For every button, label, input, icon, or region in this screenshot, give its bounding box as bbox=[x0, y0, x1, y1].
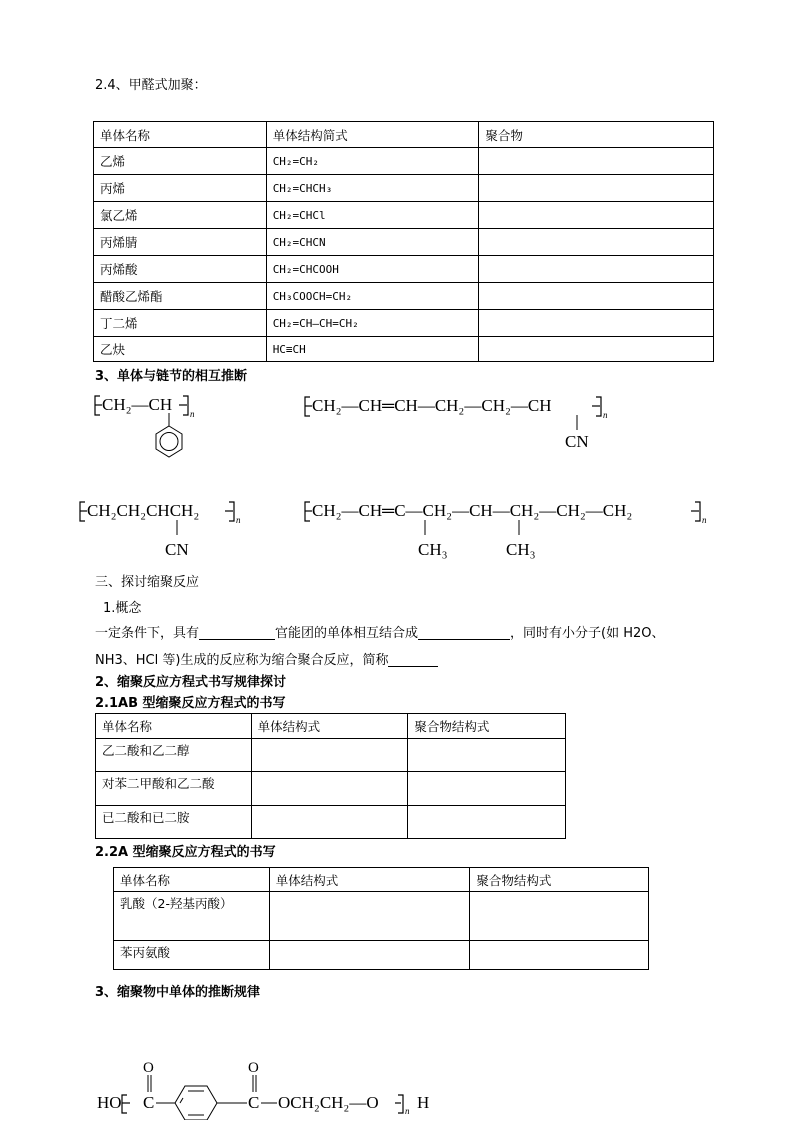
monomer-formula: CH₂=CH—CH=CH₂ bbox=[266, 310, 479, 337]
header-monomer-structure: 单体结构式 bbox=[251, 714, 408, 739]
table-row bbox=[96, 806, 566, 839]
a-condensation-table bbox=[113, 867, 649, 970]
methyl-text-1: CH₃ bbox=[418, 540, 448, 559]
polymer-cell bbox=[479, 202, 714, 229]
monomer-name: 乳酸（2-羟基丙酸） bbox=[114, 892, 270, 941]
header-polymer-structure: 聚合物结构式 bbox=[470, 868, 649, 892]
methyl-text-2: CH₃ bbox=[506, 540, 536, 559]
subscript-n: n bbox=[702, 515, 707, 525]
table-header-row bbox=[114, 868, 649, 892]
table-row bbox=[94, 310, 714, 337]
polymer-cell bbox=[479, 175, 714, 202]
right-bracket bbox=[398, 1095, 403, 1113]
ho-text: HO bbox=[97, 1093, 122, 1112]
polymer-cell bbox=[479, 310, 714, 337]
polymer-structure-cell bbox=[408, 772, 566, 806]
concept-text-b: 官能团的单体相互结合成 bbox=[275, 626, 419, 641]
repeat-unit-text: CH₂CH₂CHCH₂ bbox=[87, 501, 200, 520]
monomer-name: 丁二烯 bbox=[94, 310, 267, 337]
carbon-2: C bbox=[248, 1093, 260, 1112]
monomer-name: 丙烯酸 bbox=[94, 256, 267, 283]
monomer-name: 丙烯 bbox=[94, 175, 267, 202]
monomer-name: 乙炔 bbox=[94, 337, 267, 362]
glycol-text: OCH₂CH₂—O bbox=[278, 1093, 379, 1112]
carbonyl-o-1: O bbox=[143, 1060, 154, 1076]
monomer-structure-cell bbox=[269, 892, 470, 941]
polystyrene-structure bbox=[90, 388, 210, 468]
substituent-text: CN bbox=[165, 540, 189, 559]
monomer-formula: CH₂=CHCH₃ bbox=[266, 175, 479, 202]
header-monomer-formula: 单体结构简式 bbox=[266, 122, 479, 148]
concept-text-d: NH3、HCl 等)生成的反应称为缩合聚合反应，简称 bbox=[95, 653, 389, 668]
monomer-structure-cell bbox=[251, 772, 408, 806]
benzene-ring-icon bbox=[175, 1086, 217, 1120]
polymer-cell bbox=[479, 283, 714, 310]
header-monomer-structure: 单体结构式 bbox=[269, 868, 470, 892]
ab-condensation-table bbox=[95, 713, 566, 839]
polymer-cell bbox=[479, 148, 714, 175]
header-monomer-name: 单体名称 bbox=[96, 714, 252, 739]
monomer-formula: CH₃COOCH=CH₂ bbox=[266, 283, 479, 310]
monomer-name: 氯乙烯 bbox=[94, 202, 267, 229]
carbon-1: C bbox=[143, 1093, 155, 1112]
monomer-name: 丙烯腈 bbox=[94, 229, 267, 256]
nitrile-polymer-structure bbox=[300, 390, 620, 460]
polymer-cell bbox=[479, 229, 714, 256]
substituent-text: CN bbox=[565, 432, 589, 451]
concept-text-a: 一定条件下，具有 bbox=[95, 626, 200, 641]
subscript-n: n bbox=[190, 409, 195, 419]
table-row bbox=[114, 941, 649, 970]
header-monomer-name: 单体名称 bbox=[94, 122, 267, 148]
polymer-structure-cell bbox=[470, 941, 649, 970]
polymer-structure-cell bbox=[470, 892, 649, 941]
repeat-unit-text: CH₂—CH═C—CH₂—CH—CH₂—CH₂—CH₂ bbox=[312, 501, 633, 520]
monomer-structure-cell bbox=[269, 941, 470, 970]
h-text: H bbox=[417, 1093, 430, 1112]
blank-field-3[interactable] bbox=[388, 652, 438, 667]
header-monomer-name: 单体名称 bbox=[114, 868, 270, 892]
blank-field-1[interactable] bbox=[199, 625, 275, 640]
polymer-structure-cell bbox=[408, 806, 566, 839]
left-bracket bbox=[122, 1095, 127, 1113]
monomer-formula: HC≡CH bbox=[266, 337, 479, 362]
polyester-structure bbox=[95, 1050, 445, 1120]
polymer-cell bbox=[479, 337, 714, 362]
subscript-n: n bbox=[405, 1106, 410, 1116]
monomer-name: 对苯二甲酸和乙二酸 bbox=[96, 772, 252, 806]
subscript-n: n bbox=[236, 515, 241, 525]
ab-type-title: 2.1AB 型缩聚反应方程式的书写 bbox=[95, 696, 286, 711]
table-row bbox=[94, 148, 714, 175]
table-row bbox=[94, 337, 714, 362]
table-header-row bbox=[94, 122, 714, 148]
polymer-cell bbox=[479, 256, 714, 283]
benzene-ring-icon bbox=[156, 426, 182, 457]
header-polymer: 聚合物 bbox=[479, 122, 714, 148]
table-row bbox=[114, 892, 649, 941]
concept-title: 1.概念 bbox=[103, 601, 142, 616]
monomer-name: 乙二酸和乙二醇 bbox=[96, 739, 252, 772]
polymer-structure-cell bbox=[408, 739, 566, 772]
inference-title: 3、缩聚物中单体的推断规律 bbox=[95, 985, 261, 1000]
table-header-row bbox=[96, 714, 566, 739]
addition-polymer-table bbox=[93, 121, 714, 362]
monomer-formula: CH₂=CHCOOH bbox=[266, 256, 479, 283]
blank-field-2[interactable] bbox=[418, 625, 510, 640]
subscript-n: n bbox=[603, 410, 608, 420]
section-3-title: 3、单体与链节的相互推断 bbox=[95, 369, 248, 384]
table-row bbox=[94, 256, 714, 283]
a-type-title: 2.2A 型缩聚反应方程式的书写 bbox=[95, 845, 276, 860]
table-row bbox=[94, 202, 714, 229]
table-row bbox=[96, 739, 566, 772]
header-polymer-structure: 聚合物结构式 bbox=[408, 714, 566, 739]
repeat-unit-text: CH₂—CH═CH—CH₂—CH₂—CH bbox=[312, 396, 552, 415]
repeat-unit-text: CH₂—CH bbox=[102, 395, 173, 414]
concept-text-c: ，同时有小分子(如 H2O、 bbox=[510, 626, 665, 641]
monomer-structure-cell bbox=[251, 806, 408, 839]
monomer-formula: CH₂=CHCl bbox=[266, 202, 479, 229]
carbonyl-o-2: O bbox=[248, 1060, 259, 1076]
monomer-name: 已二酸和已二胺 bbox=[96, 806, 252, 839]
table-row bbox=[96, 772, 566, 806]
table-row bbox=[94, 283, 714, 310]
polyacrylonitrile-structure bbox=[75, 495, 255, 565]
section-three-title: 三、探讨缩聚反应 bbox=[95, 575, 200, 590]
monomer-name: 乙烯 bbox=[94, 148, 267, 175]
monomer-structure-cell bbox=[251, 739, 408, 772]
monomer-formula: CH₂=CHCN bbox=[266, 229, 479, 256]
table-row bbox=[94, 175, 714, 202]
monomer-formula: CH₂=CH₂ bbox=[266, 148, 479, 175]
rule-title: 2、缩聚反应方程式书写规律探讨 bbox=[95, 675, 287, 690]
concept-line-1 bbox=[95, 622, 665, 641]
table-row bbox=[94, 229, 714, 256]
monomer-name: 苯丙氨酸 bbox=[114, 941, 270, 970]
section-2-4-title: 2.4、甲醛式加聚： bbox=[95, 78, 207, 93]
monomer-name: 醋酸乙烯酯 bbox=[94, 283, 267, 310]
concept-line-2 bbox=[95, 649, 438, 668]
methyl-polymer-structure bbox=[300, 495, 720, 565]
